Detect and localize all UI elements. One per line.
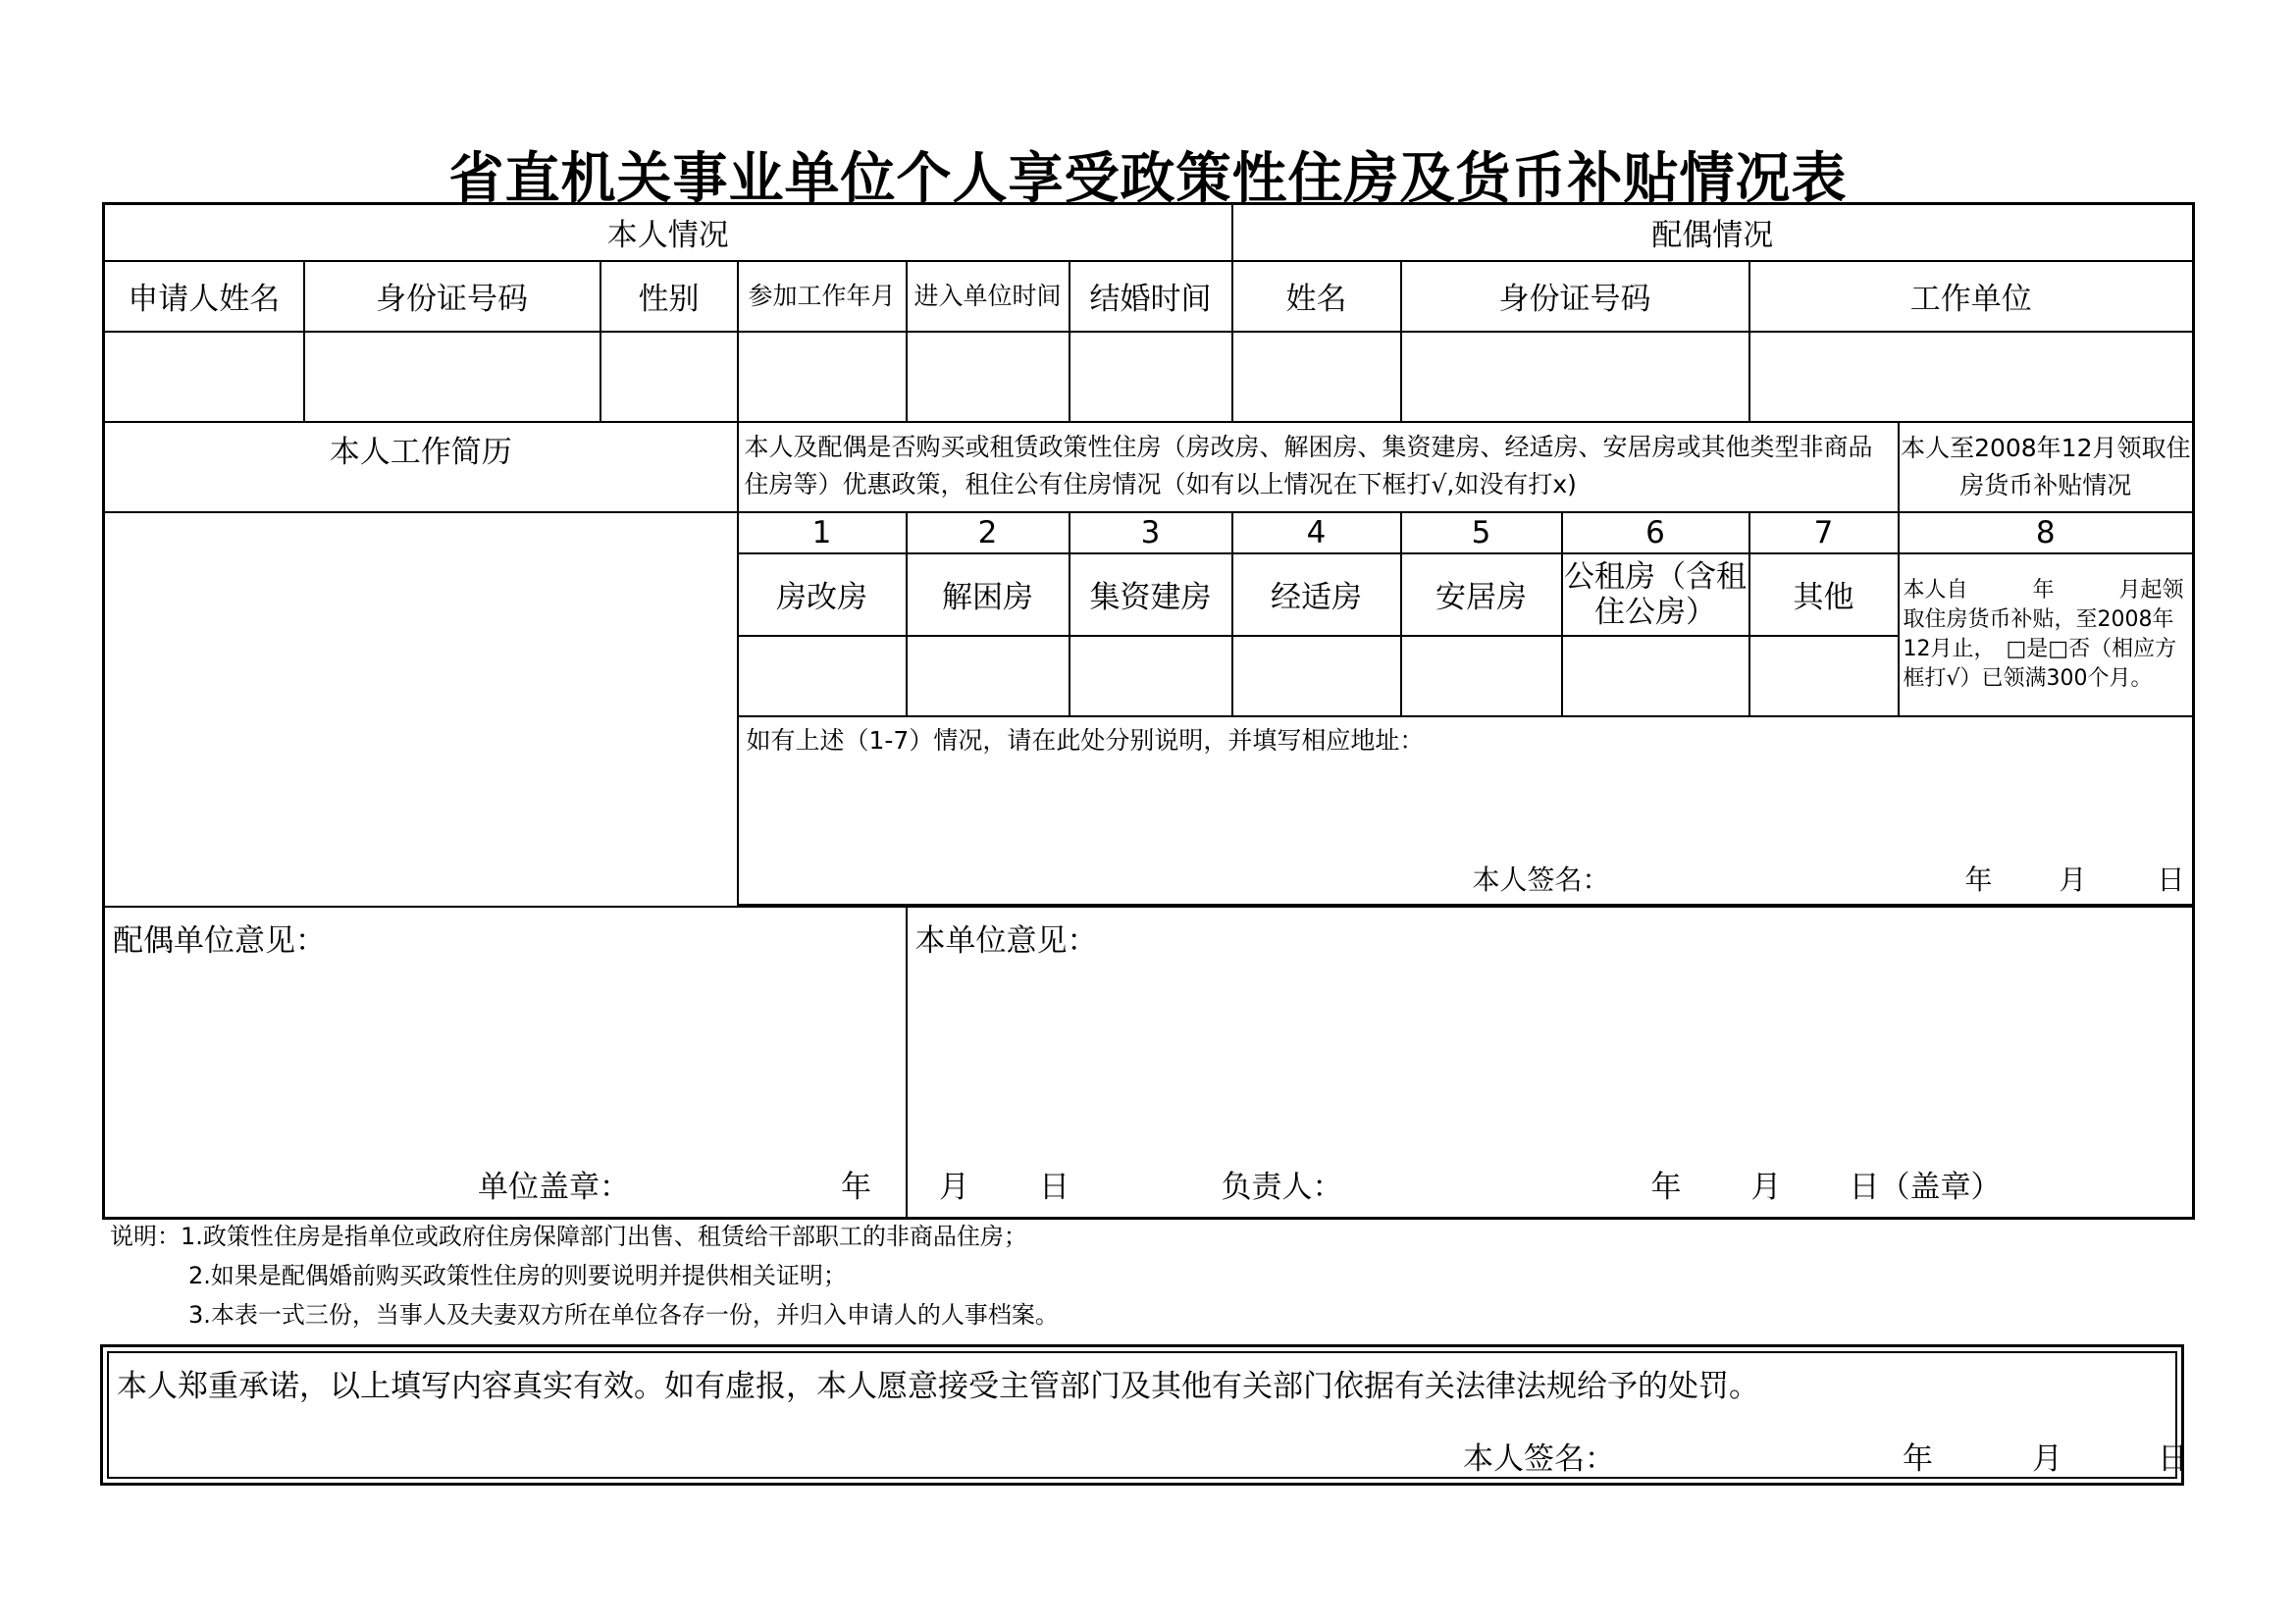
spouse-seal-line — [105, 1162, 1070, 1205]
self-sign-line — [739, 859, 2193, 894]
note-2: 2.如果是配偶婚前购买政策性住房的则要说明并提供相关证明； — [188, 1262, 847, 1289]
header-spouse-name: 姓名 — [1232, 261, 1401, 332]
type-label-1: 房改房 — [738, 553, 907, 636]
housing-form-table — [102, 202, 2195, 1220]
check-type-7[interactable] — [1749, 636, 1899, 716]
notes-block — [110, 1217, 1059, 1335]
input-unit-enter[interactable] — [907, 332, 1070, 422]
check-type-4[interactable] — [1232, 636, 1401, 716]
header-marriage: 结婚时间 — [1070, 261, 1232, 332]
section-spouse-header: 配偶情况 — [1232, 204, 2194, 261]
spouse-opinion-label: 配偶单位意见： — [113, 922, 326, 959]
self-sign-month: 月 — [2059, 863, 2087, 896]
type-num-5: 5 — [1401, 512, 1562, 553]
unit-year: 年 — [1650, 1170, 1682, 1205]
header-gender: 性别 — [600, 261, 738, 332]
self-sign-label: 本人签名： — [1472, 863, 1610, 896]
input-spouse-name[interactable] — [1232, 332, 1401, 422]
type-label-6: 公租房（含租住公房） — [1562, 553, 1749, 636]
subsidy-header: 本人至2008年12月领取住房货币补贴情况 — [1899, 422, 2194, 512]
promise-year: 年 — [1903, 1441, 1933, 1477]
promise-text: 本人郑重承诺，以上填写内容真实有效。如有虚报，本人愿意接受主管部门及其他有关部门依据有关法律法规给予的处罚。 — [117, 1369, 1759, 1404]
spouse-day: 日 — [1039, 1170, 1070, 1205]
type-num-7: 7 — [1749, 512, 1899, 553]
type-num-1: 1 — [738, 512, 907, 553]
self-sign-day: 日 — [2157, 863, 2185, 896]
input-id[interactable] — [304, 332, 600, 422]
subsidy-num: 8 — [1899, 512, 2194, 553]
header-spouse-id: 身份证号码 — [1401, 261, 1749, 332]
header-spouse-unit: 工作单位 — [1749, 261, 2194, 332]
header-work-start: 参加工作年月 — [738, 261, 907, 332]
note-3: 3.本表一式三份，当事人及夫妻双方所在单位各存一份，并归入申请人的人事档案。 — [188, 1301, 1059, 1329]
input-gender[interactable] — [600, 332, 738, 422]
explain-prompt: 如有上述（1-7）情况，请在此处分别说明，并填写相应地址： — [746, 725, 1425, 755]
check-type-1[interactable] — [738, 636, 907, 716]
note-1: 说明：1.政策性住房是指单位或政府住房保障部门出售、租赁给干部职工的非商品住房； — [110, 1223, 1027, 1250]
input-marriage[interactable] — [1070, 332, 1232, 422]
promise-sign-label: 本人签名： — [1463, 1441, 1615, 1477]
type-label-5: 安居房 — [1401, 553, 1562, 636]
self-sign-year: 年 — [1964, 863, 1993, 896]
resume-label: 本人工作简历 — [104, 422, 738, 512]
section-self-header: 本人情况 — [104, 204, 1232, 261]
unit-opinion-label: 本单位意见： — [914, 922, 1098, 959]
type-num-4: 4 — [1232, 512, 1401, 553]
page-title: 省直机关事业单位个人享受政策性住房及货币补贴情况表 — [448, 147, 1848, 211]
unit-person-label: 负责人： — [1221, 1170, 1343, 1205]
unit-opinion-box[interactable] — [907, 907, 2194, 1219]
promise-inner[interactable] — [107, 1351, 2188, 1479]
policy-question: 本人及配偶是否购买或租赁政策性住房（房改房、解困房、集资建房、经适房、安居房或其他类型非商品住房等）优惠政策，租住公有住房情况（如有以上情况在下框打√,如没有打x) — [738, 422, 1899, 512]
subsidy-text: 本人自 年 月起领取住房货币补贴，至2008年12月止， □是□否（相应方框打√）已领满300个月。 — [1899, 553, 2194, 716]
header-name: 申请人姓名 — [104, 261, 304, 332]
type-label-4: 经适房 — [1232, 553, 1401, 636]
promise-box — [100, 1344, 2188, 1486]
type-label-3: 集资建房 — [1070, 553, 1232, 636]
resume-input[interactable] — [104, 512, 738, 907]
type-num-3: 3 — [1070, 512, 1232, 553]
check-type-6[interactable] — [1562, 636, 1749, 716]
input-name[interactable] — [104, 332, 304, 422]
header-id: 身份证号码 — [304, 261, 600, 332]
header-unit-enter: 进入单位时间 — [907, 261, 1070, 332]
unit-sign-line — [908, 1162, 2193, 1205]
input-work-start[interactable] — [738, 332, 907, 422]
check-type-5[interactable] — [1401, 636, 1562, 716]
unit-day: 日（盖章） — [1849, 1170, 2002, 1205]
unit-month: 月 — [1750, 1170, 1782, 1205]
promise-sign-line — [109, 1434, 2188, 1477]
check-type-3[interactable] — [1070, 636, 1232, 716]
input-spouse-unit[interactable] — [1749, 332, 2194, 422]
explain-area[interactable] — [738, 716, 2194, 905]
type-num-6: 6 — [1562, 512, 1749, 553]
promise-month: 月 — [2032, 1441, 2062, 1477]
type-label-7: 其他 — [1749, 553, 1899, 636]
spouse-month: 月 — [939, 1170, 969, 1205]
spouse-year: 年 — [841, 1170, 871, 1205]
spouse-seal-label: 单位盖章： — [478, 1170, 630, 1205]
check-type-2[interactable] — [907, 636, 1070, 716]
promise-day: 日 — [2158, 1441, 2188, 1477]
type-label-2: 解困房 — [907, 553, 1070, 636]
type-num-2: 2 — [907, 512, 1070, 553]
input-spouse-id[interactable] — [1401, 332, 1749, 422]
